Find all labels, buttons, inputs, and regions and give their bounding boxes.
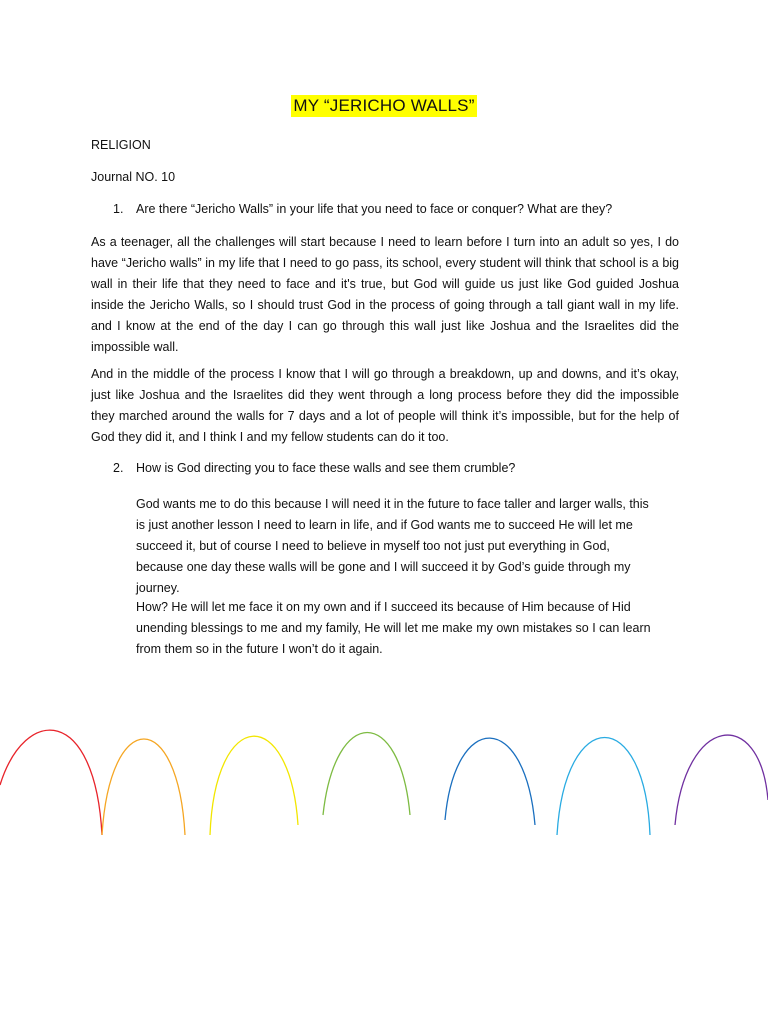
arch-green: [323, 733, 410, 816]
question-2-text: How is God directing you to face these walls and see them crumble?: [136, 461, 516, 475]
page-title: MY “JERICHO WALLS”: [293, 96, 475, 115]
question-1-text: Are there “Jericho Walls” in your life that you need to face or conquer? What are they?: [136, 202, 613, 216]
arch-red: [0, 730, 102, 835]
journal-number: Journal NO. 10: [91, 170, 176, 184]
arch-purple: [675, 735, 768, 825]
arch-light-blue: [557, 738, 650, 836]
answer-1-paragraph-2: And in the middle of the process I know that I will go through a breakdown, up and downs, and it’s okay, just like Joshua and the Israelites did they went through a long process before they did the impossible they marched around the walls for 7 days and a lot of people will think it’s impossible, but for the help of God they did it, and I think I and my fellow students can do it too.: [91, 367, 679, 444]
question-1-number: 1.: [113, 202, 124, 216]
question-1: [91, 201, 691, 217]
subject-label: RELIGION: [91, 138, 151, 152]
arch-yellow: [210, 736, 298, 835]
rainbow-arches: [0, 725, 768, 855]
answer-1-paragraph-1: As a teenager, all the challenges will start because I need to learn before I turn into an adult so yes, I do have “Jericho walls” in my life that I need to go pass, its school, every student will think that school is a big wall in their life that they need to face and it's true, but God will guide us just like God guided Joshua inside the Jericho Walls, so I should trust God in the process of going through a tall giant wall in my life. and I know at the end of the day I can go through this wall just like Joshua and the Israelites did the impossible wall.: [91, 235, 679, 354]
answer-2-paragraph-1: God wants me to do this because I will need it in the future to face taller and larger walls, this is just another lesson I need to learn in life, and if God wants me to succeed He will let me succeed it, but of course I need to believe in myself too not just put everything in God, because one day these walls will be gone and I will succeed it by God’s guide through my journey.: [136, 497, 649, 595]
title-container: [0, 95, 768, 117]
question-2: [91, 460, 691, 476]
arch-blue: [445, 738, 535, 825]
question-2-number: 2.: [113, 461, 124, 475]
arch-orange: [102, 739, 185, 835]
answer-2-paragraph-2: How? He will let me face it on my own and if I succeed its because of Him because of Hid unending blessings to me and my family, He will let me make my own mistakes so I can learn from them so in the future I won’t do it again.: [136, 600, 651, 656]
